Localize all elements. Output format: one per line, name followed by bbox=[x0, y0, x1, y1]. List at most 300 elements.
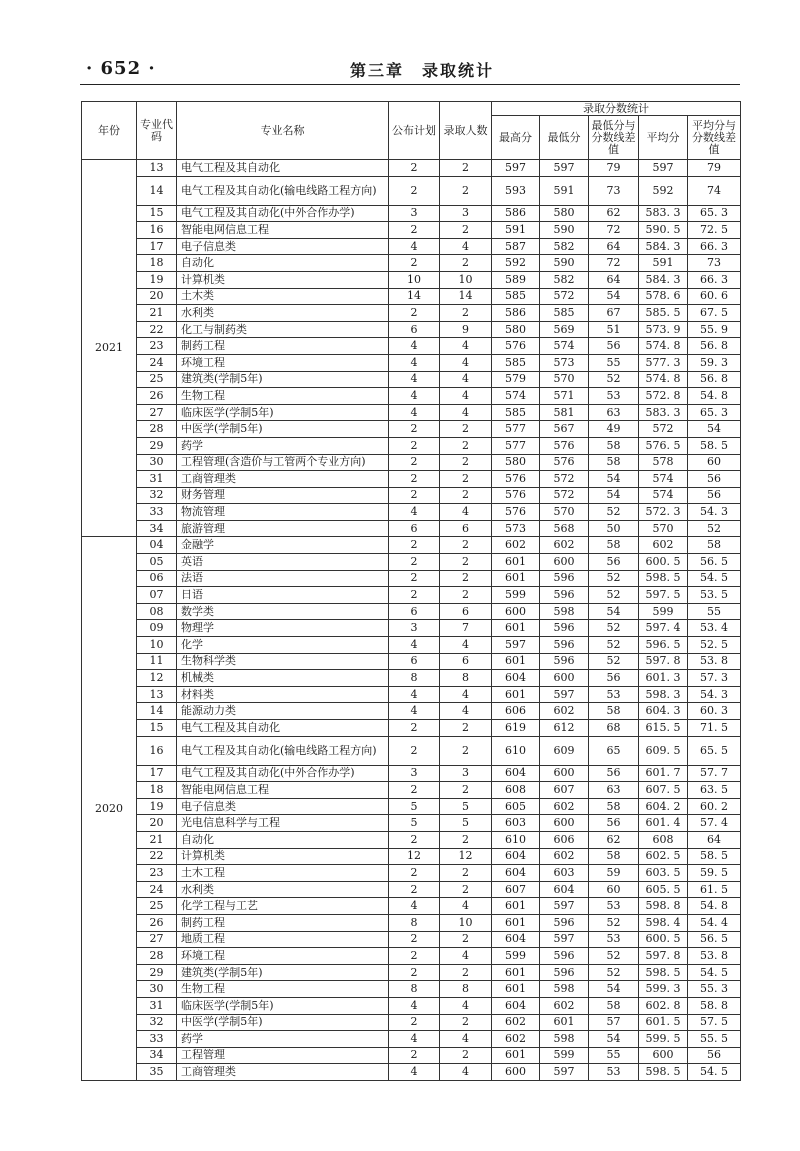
cell-code: 23 bbox=[137, 338, 177, 355]
cell-avg-diff: 74 bbox=[688, 176, 741, 205]
table-row bbox=[82, 1031, 741, 1048]
table-row bbox=[82, 798, 741, 815]
table-row bbox=[82, 948, 741, 965]
cell-max: 593 bbox=[492, 176, 540, 205]
cell-max: 610 bbox=[492, 736, 540, 765]
cell-admitted: 4 bbox=[440, 997, 492, 1014]
cell-min: 596 bbox=[540, 570, 589, 587]
cell-code: 25 bbox=[137, 898, 177, 915]
cell-admitted: 4 bbox=[440, 898, 492, 915]
cell-major: 电气工程及其自动化(输电线路工程方向) bbox=[177, 736, 389, 765]
cell-max: 601 bbox=[492, 570, 540, 587]
cell-min-diff: 58 bbox=[589, 454, 639, 471]
cell-code: 04 bbox=[137, 537, 177, 554]
cell-code: 15 bbox=[137, 720, 177, 737]
cell-plan: 2 bbox=[389, 454, 440, 471]
cell-code: 17 bbox=[137, 238, 177, 255]
cell-plan: 4 bbox=[389, 371, 440, 388]
table-row bbox=[82, 238, 741, 255]
cell-admitted: 6 bbox=[440, 653, 492, 670]
cell-min: 596 bbox=[540, 620, 589, 637]
table-row bbox=[82, 603, 741, 620]
cell-min-diff: 64 bbox=[589, 238, 639, 255]
cell-avg: 597. 4 bbox=[639, 620, 688, 637]
table-row bbox=[82, 454, 741, 471]
table-row bbox=[82, 404, 741, 421]
cell-min-diff: 53 bbox=[589, 898, 639, 915]
table-row bbox=[82, 736, 741, 765]
cell-avg: 598. 5 bbox=[639, 570, 688, 587]
cell-min-diff: 53 bbox=[589, 388, 639, 405]
cell-avg: 572 bbox=[639, 421, 688, 438]
cell-min: 568 bbox=[540, 520, 589, 537]
cell-admitted: 4 bbox=[440, 1031, 492, 1048]
cell-max: 601 bbox=[492, 554, 540, 571]
cell-min: 569 bbox=[540, 321, 589, 338]
cell-min: 598 bbox=[540, 1031, 589, 1048]
cell-max: 597 bbox=[492, 637, 540, 654]
cell-admitted: 6 bbox=[440, 520, 492, 537]
cell-plan: 2 bbox=[389, 421, 440, 438]
cell-min: 602 bbox=[540, 798, 589, 815]
cell-plan: 3 bbox=[389, 205, 440, 222]
cell-max: 589 bbox=[492, 271, 540, 288]
cell-plan: 2 bbox=[389, 255, 440, 272]
table-row bbox=[82, 271, 741, 288]
cell-min-diff: 52 bbox=[589, 371, 639, 388]
cell-min-diff: 58 bbox=[589, 798, 639, 815]
cell-code: 17 bbox=[137, 765, 177, 782]
cell-plan: 2 bbox=[389, 537, 440, 554]
cell-min-diff: 58 bbox=[589, 437, 639, 454]
table-row bbox=[82, 1064, 741, 1081]
cell-max: 602 bbox=[492, 1031, 540, 1048]
cell-major: 电气工程及其自动化(中外合作办学) bbox=[177, 765, 389, 782]
cell-min-diff: 59 bbox=[589, 865, 639, 882]
table-row bbox=[82, 388, 741, 405]
cell-max: 577 bbox=[492, 421, 540, 438]
table-row bbox=[82, 914, 741, 931]
cell-code: 33 bbox=[137, 504, 177, 521]
cell-code: 19 bbox=[137, 798, 177, 815]
cell-min: 597 bbox=[540, 686, 589, 703]
cell-avg-diff: 73 bbox=[688, 255, 741, 272]
cell-min-diff: 54 bbox=[589, 1031, 639, 1048]
cell-avg-diff: 54. 5 bbox=[688, 570, 741, 587]
cell-code: 24 bbox=[137, 354, 177, 371]
cell-admitted: 6 bbox=[440, 603, 492, 620]
cell-major: 药学 bbox=[177, 437, 389, 454]
cell-plan: 2 bbox=[389, 931, 440, 948]
cell-admitted: 2 bbox=[440, 782, 492, 799]
cell-min-diff: 53 bbox=[589, 686, 639, 703]
cell-code: 11 bbox=[137, 653, 177, 670]
cell-max: 604 bbox=[492, 865, 540, 882]
cell-code: 20 bbox=[137, 815, 177, 832]
cell-min: 572 bbox=[540, 471, 589, 488]
cell-max: 580 bbox=[492, 321, 540, 338]
cell-code: 12 bbox=[137, 670, 177, 687]
cell-min: 570 bbox=[540, 371, 589, 388]
cell-max: 608 bbox=[492, 782, 540, 799]
table-row bbox=[82, 637, 741, 654]
cell-min: 597 bbox=[540, 931, 589, 948]
cell-plan: 5 bbox=[389, 798, 440, 815]
cell-max: 601 bbox=[492, 914, 540, 931]
cell-avg-diff: 56 bbox=[688, 1047, 741, 1064]
cell-code: 28 bbox=[137, 948, 177, 965]
cell-min-diff: 50 bbox=[589, 520, 639, 537]
cell-min: 600 bbox=[540, 670, 589, 687]
col-major-header: 专业名称 bbox=[177, 102, 389, 160]
cell-min: 582 bbox=[540, 238, 589, 255]
cell-admitted: 14 bbox=[440, 288, 492, 305]
cell-avg: 599 bbox=[639, 603, 688, 620]
cell-min-diff: 58 bbox=[589, 537, 639, 554]
cell-admitted: 2 bbox=[440, 454, 492, 471]
cell-avg: 596. 5 bbox=[639, 637, 688, 654]
cell-max: 576 bbox=[492, 338, 540, 355]
cell-plan: 4 bbox=[389, 686, 440, 703]
cell-code: 16 bbox=[137, 222, 177, 239]
cell-major: 环境工程 bbox=[177, 948, 389, 965]
cell-max: 592 bbox=[492, 255, 540, 272]
cell-min-diff: 63 bbox=[589, 782, 639, 799]
cell-avg: 585. 5 bbox=[639, 305, 688, 322]
cell-code: 25 bbox=[137, 371, 177, 388]
cell-min-diff: 56 bbox=[589, 554, 639, 571]
cell-avg: 601. 5 bbox=[639, 1014, 688, 1031]
cell-admitted: 2 bbox=[440, 831, 492, 848]
table-row bbox=[82, 865, 741, 882]
cell-min: 572 bbox=[540, 487, 589, 504]
cell-min: 596 bbox=[540, 587, 589, 604]
cell-min: 580 bbox=[540, 205, 589, 222]
cell-avg: 574 bbox=[639, 471, 688, 488]
cell-major: 工商管理类 bbox=[177, 471, 389, 488]
cell-major: 物流管理 bbox=[177, 504, 389, 521]
cell-avg-diff: 58. 8 bbox=[688, 997, 741, 1014]
cell-admitted: 2 bbox=[440, 255, 492, 272]
cell-avg: 597 bbox=[639, 160, 688, 177]
cell-max: 600 bbox=[492, 603, 540, 620]
cell-min: 576 bbox=[540, 454, 589, 471]
cell-min-diff: 52 bbox=[589, 637, 639, 654]
cell-avg: 572. 3 bbox=[639, 504, 688, 521]
cell-max: 601 bbox=[492, 981, 540, 998]
cell-plan: 4 bbox=[389, 238, 440, 255]
cell-code: 08 bbox=[137, 603, 177, 620]
table-row bbox=[82, 305, 741, 322]
table-row bbox=[82, 587, 741, 604]
cell-min-diff: 49 bbox=[589, 421, 639, 438]
cell-min: 576 bbox=[540, 437, 589, 454]
cell-plan: 2 bbox=[389, 554, 440, 571]
cell-min: 570 bbox=[540, 504, 589, 521]
cell-major: 机械类 bbox=[177, 670, 389, 687]
cell-avg: 598. 3 bbox=[639, 686, 688, 703]
table-row bbox=[82, 620, 741, 637]
cell-avg: 605. 5 bbox=[639, 881, 688, 898]
cell-min-diff: 55 bbox=[589, 354, 639, 371]
cell-min-diff: 63 bbox=[589, 404, 639, 421]
cell-avg: 583. 3 bbox=[639, 404, 688, 421]
cell-major: 自动化 bbox=[177, 255, 389, 272]
cell-min-diff: 51 bbox=[589, 321, 639, 338]
cell-max: 605 bbox=[492, 798, 540, 815]
col-admitted-header: 录取人数 bbox=[440, 102, 492, 160]
cell-min: 601 bbox=[540, 1014, 589, 1031]
table-row bbox=[82, 354, 741, 371]
cell-code: 26 bbox=[137, 388, 177, 405]
cell-major: 金融学 bbox=[177, 537, 389, 554]
cell-max: 576 bbox=[492, 487, 540, 504]
cell-avg-diff: 60. 6 bbox=[688, 288, 741, 305]
cell-avg: 573. 9 bbox=[639, 321, 688, 338]
cell-admitted: 2 bbox=[440, 1014, 492, 1031]
table-row bbox=[82, 720, 741, 737]
cell-plan: 2 bbox=[389, 587, 440, 604]
cell-avg-diff: 54. 8 bbox=[688, 898, 741, 915]
cell-plan: 3 bbox=[389, 620, 440, 637]
cell-admitted: 3 bbox=[440, 205, 492, 222]
cell-plan: 4 bbox=[389, 354, 440, 371]
cell-code: 14 bbox=[137, 176, 177, 205]
cell-code: 13 bbox=[137, 160, 177, 177]
cell-major: 日语 bbox=[177, 587, 389, 604]
table-row bbox=[82, 686, 741, 703]
cell-major: 制药工程 bbox=[177, 914, 389, 931]
cell-code: 34 bbox=[137, 1047, 177, 1064]
cell-avg-diff: 54. 3 bbox=[688, 504, 741, 521]
cell-code: 18 bbox=[137, 782, 177, 799]
cell-major: 化学工程与工艺 bbox=[177, 898, 389, 915]
cell-max: 606 bbox=[492, 703, 540, 720]
table-row bbox=[82, 997, 741, 1014]
cell-plan: 2 bbox=[389, 570, 440, 587]
cell-plan: 4 bbox=[389, 504, 440, 521]
cell-avg-diff: 57. 5 bbox=[688, 1014, 741, 1031]
cell-avg-diff: 55. 3 bbox=[688, 981, 741, 998]
table-row bbox=[82, 848, 741, 865]
cell-avg: 602 bbox=[639, 537, 688, 554]
cell-admitted: 2 bbox=[440, 1047, 492, 1064]
cell-min-diff: 53 bbox=[589, 931, 639, 948]
cell-major: 物理学 bbox=[177, 620, 389, 637]
cell-major: 旅游管理 bbox=[177, 520, 389, 537]
cell-plan: 2 bbox=[389, 471, 440, 488]
table-row bbox=[82, 205, 741, 222]
cell-min: 585 bbox=[540, 305, 589, 322]
cell-min: 604 bbox=[540, 881, 589, 898]
cell-min-diff: 65 bbox=[589, 736, 639, 765]
cell-max: 599 bbox=[492, 587, 540, 604]
cell-avg: 583. 3 bbox=[639, 205, 688, 222]
cell-admitted: 8 bbox=[440, 981, 492, 998]
table-row bbox=[82, 931, 741, 948]
cell-avg: 602. 8 bbox=[639, 997, 688, 1014]
cell-admitted: 2 bbox=[440, 176, 492, 205]
cell-min: 582 bbox=[540, 271, 589, 288]
cell-admitted: 2 bbox=[440, 537, 492, 554]
table-row bbox=[82, 371, 741, 388]
cell-avg-diff: 72. 5 bbox=[688, 222, 741, 239]
cell-max: 577 bbox=[492, 437, 540, 454]
table-row bbox=[82, 831, 741, 848]
cell-code: 15 bbox=[137, 205, 177, 222]
chapter-title: 第三章 录取统计 bbox=[350, 61, 495, 80]
cell-plan: 2 bbox=[389, 487, 440, 504]
cell-avg-diff: 58. 5 bbox=[688, 437, 741, 454]
cell-major: 数学类 bbox=[177, 603, 389, 620]
cell-avg-diff: 79 bbox=[688, 160, 741, 177]
col-min-header: 最低分 bbox=[540, 116, 589, 160]
cell-max: 601 bbox=[492, 620, 540, 637]
cell-max: 587 bbox=[492, 238, 540, 255]
table-row bbox=[82, 288, 741, 305]
cell-min: 596 bbox=[540, 653, 589, 670]
cell-min-diff: 72 bbox=[589, 222, 639, 239]
cell-major: 临床医学(学制5年) bbox=[177, 997, 389, 1014]
cell-admitted: 5 bbox=[440, 815, 492, 832]
cell-min: 600 bbox=[540, 815, 589, 832]
page-number: · 652 · bbox=[86, 58, 156, 79]
cell-admitted: 4 bbox=[440, 404, 492, 421]
cell-plan: 4 bbox=[389, 637, 440, 654]
cell-code: 16 bbox=[137, 736, 177, 765]
cell-avg: 578. 6 bbox=[639, 288, 688, 305]
cell-avg-diff: 53. 8 bbox=[688, 948, 741, 965]
cell-plan: 6 bbox=[389, 603, 440, 620]
cell-admitted: 4 bbox=[440, 703, 492, 720]
col-avg-diff-header: 平均分与分数线差值 bbox=[688, 116, 741, 160]
cell-plan: 6 bbox=[389, 321, 440, 338]
cell-avg: 577. 3 bbox=[639, 354, 688, 371]
cell-admitted: 4 bbox=[440, 354, 492, 371]
cell-plan: 2 bbox=[389, 437, 440, 454]
cell-major: 工商管理类 bbox=[177, 1064, 389, 1081]
cell-admitted: 2 bbox=[440, 160, 492, 177]
table-row bbox=[82, 487, 741, 504]
table-row bbox=[82, 782, 741, 799]
cell-major: 水利类 bbox=[177, 881, 389, 898]
cell-code: 28 bbox=[137, 421, 177, 438]
cell-major: 法语 bbox=[177, 570, 389, 587]
cell-code: 06 bbox=[137, 570, 177, 587]
cell-min-diff: 53 bbox=[589, 1064, 639, 1081]
cell-min-diff: 54 bbox=[589, 487, 639, 504]
cell-plan: 2 bbox=[389, 881, 440, 898]
cell-plan: 2 bbox=[389, 160, 440, 177]
cell-max: 580 bbox=[492, 454, 540, 471]
cell-min: 596 bbox=[540, 914, 589, 931]
cell-admitted: 7 bbox=[440, 620, 492, 637]
table-row bbox=[82, 881, 741, 898]
cell-avg-diff: 56 bbox=[688, 471, 741, 488]
cell-max: 604 bbox=[492, 765, 540, 782]
table-row bbox=[82, 437, 741, 454]
cell-avg: 598. 5 bbox=[639, 964, 688, 981]
col-stats-group-header: 录取分数统计 bbox=[492, 102, 741, 116]
cell-min: 590 bbox=[540, 255, 589, 272]
cell-avg: 578 bbox=[639, 454, 688, 471]
cell-min: 598 bbox=[540, 981, 589, 998]
table-row bbox=[82, 537, 741, 554]
cell-min: 602 bbox=[540, 703, 589, 720]
cell-min: 574 bbox=[540, 338, 589, 355]
cell-avg: 599. 3 bbox=[639, 981, 688, 998]
table-row bbox=[82, 504, 741, 521]
cell-avg-diff: 65. 3 bbox=[688, 205, 741, 222]
cell-plan: 4 bbox=[389, 1031, 440, 1048]
cell-max: 604 bbox=[492, 931, 540, 948]
cell-avg: 598. 8 bbox=[639, 898, 688, 915]
cell-admitted: 2 bbox=[440, 720, 492, 737]
cell-code: 29 bbox=[137, 437, 177, 454]
table-row bbox=[82, 321, 741, 338]
cell-plan: 2 bbox=[389, 305, 440, 322]
cell-plan: 2 bbox=[389, 1047, 440, 1064]
cell-code: 24 bbox=[137, 881, 177, 898]
admission-score-table bbox=[81, 101, 741, 1081]
cell-avg: 570 bbox=[639, 520, 688, 537]
cell-avg-diff: 57. 7 bbox=[688, 765, 741, 782]
cell-min-diff: 62 bbox=[589, 205, 639, 222]
table-row bbox=[82, 471, 741, 488]
table-row bbox=[82, 520, 741, 537]
cell-plan: 2 bbox=[389, 964, 440, 981]
cell-min-diff: 54 bbox=[589, 471, 639, 488]
cell-avg-diff: 59. 5 bbox=[688, 865, 741, 882]
cell-max: 601 bbox=[492, 898, 540, 915]
cell-max: 604 bbox=[492, 670, 540, 687]
cell-admitted: 2 bbox=[440, 865, 492, 882]
cell-avg-diff: 67. 5 bbox=[688, 305, 741, 322]
cell-major: 制药工程 bbox=[177, 338, 389, 355]
cell-major: 光电信息科学与工程 bbox=[177, 815, 389, 832]
cell-avg-diff: 56. 8 bbox=[688, 371, 741, 388]
cell-major: 电子信息类 bbox=[177, 238, 389, 255]
cell-avg-diff: 60 bbox=[688, 454, 741, 471]
cell-major: 计算机类 bbox=[177, 271, 389, 288]
cell-admitted: 2 bbox=[440, 305, 492, 322]
cell-min: 596 bbox=[540, 948, 589, 965]
table-body bbox=[82, 160, 741, 1081]
cell-avg: 574. 8 bbox=[639, 371, 688, 388]
cell-code: 30 bbox=[137, 981, 177, 998]
cell-min-diff: 56 bbox=[589, 815, 639, 832]
cell-major: 地质工程 bbox=[177, 931, 389, 948]
cell-avg-diff: 55. 9 bbox=[688, 321, 741, 338]
col-code-header: 专业代码 bbox=[137, 102, 177, 160]
cell-code: 20 bbox=[137, 288, 177, 305]
cell-min-diff: 52 bbox=[589, 914, 639, 931]
cell-plan: 2 bbox=[389, 176, 440, 205]
cell-min-diff: 55 bbox=[589, 1047, 639, 1064]
cell-min: 597 bbox=[540, 160, 589, 177]
table-row bbox=[82, 222, 741, 239]
cell-code: 14 bbox=[137, 703, 177, 720]
cell-admitted: 10 bbox=[440, 914, 492, 931]
cell-major: 生物工程 bbox=[177, 388, 389, 405]
cell-min-diff: 52 bbox=[589, 587, 639, 604]
cell-code: 22 bbox=[137, 848, 177, 865]
cell-min-diff: 60 bbox=[589, 881, 639, 898]
cell-plan: 2 bbox=[389, 1014, 440, 1031]
cell-major: 智能电网信息工程 bbox=[177, 222, 389, 239]
table-row bbox=[82, 765, 741, 782]
cell-max: 603 bbox=[492, 815, 540, 832]
